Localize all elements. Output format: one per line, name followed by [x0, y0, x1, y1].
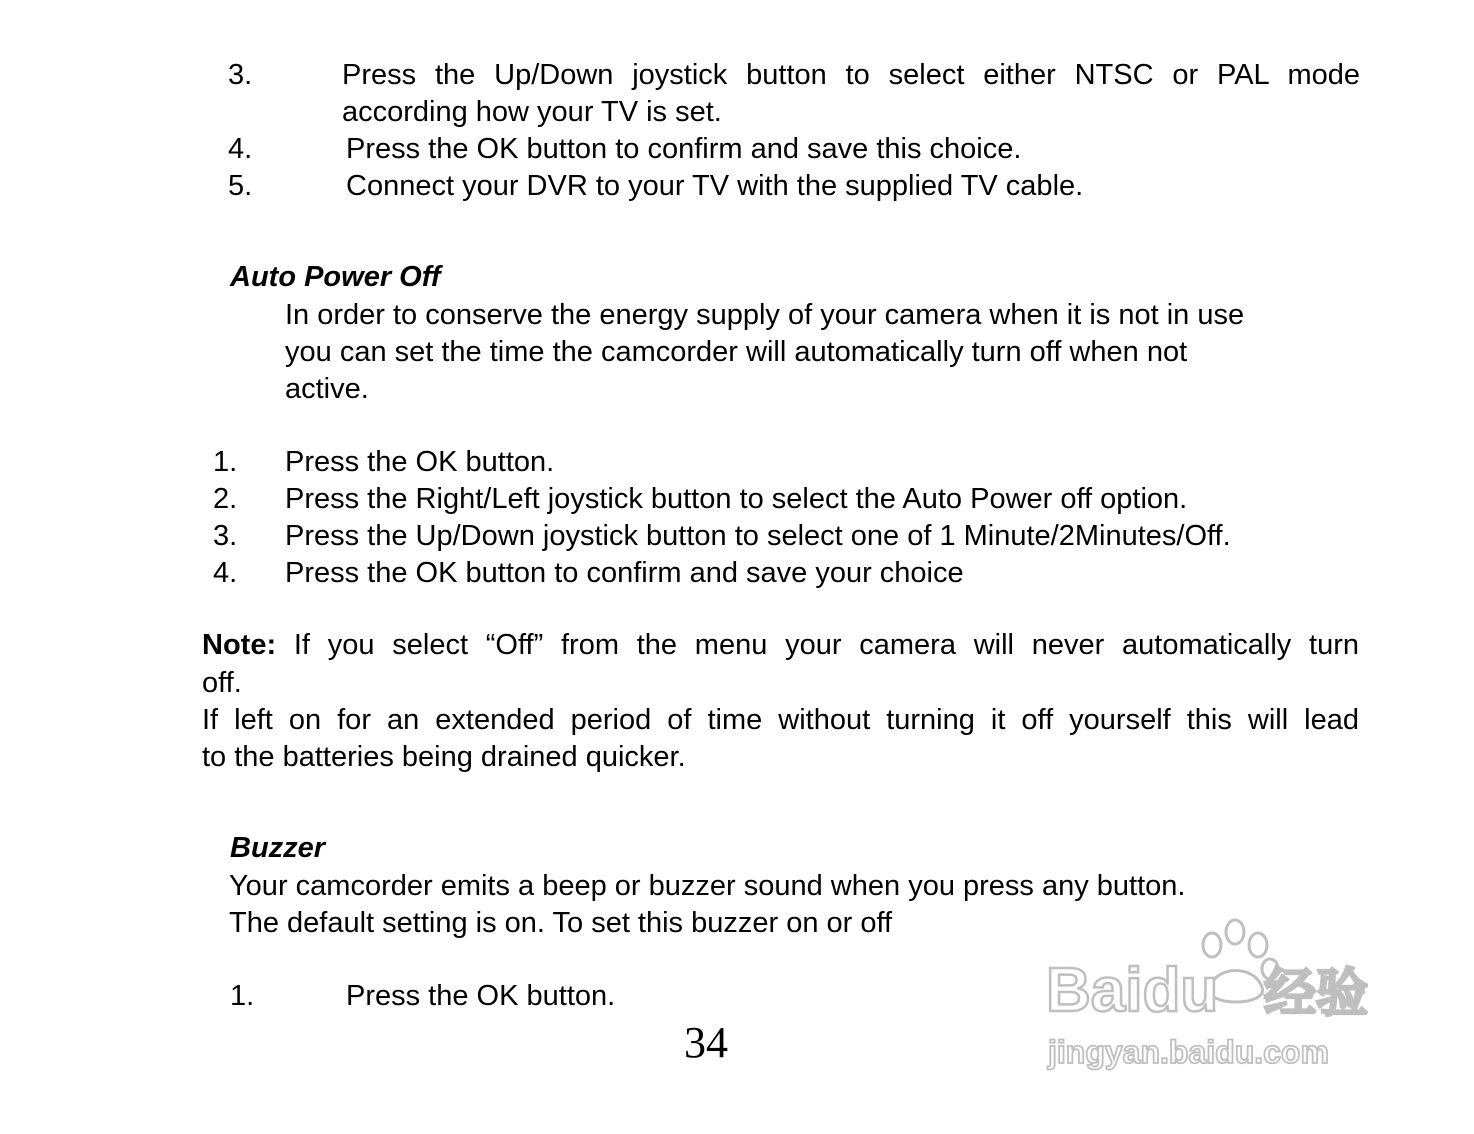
paragraph-line: you can set the time the camcorder will automatically turn off when not: [285, 336, 1188, 368]
note-text: to the batteries being drained quicker.: [202, 741, 686, 773]
step-text: Press the OK button to confirm and save your choice: [285, 557, 964, 589]
step-number: 3.: [213, 520, 238, 552]
paragraph-line: In order to conserve the energy supply of your camera when it is not in use: [285, 299, 1245, 331]
step-number: 2.: [213, 483, 238, 515]
paragraph-line: The default setting is on. To set this buzzer on or off: [229, 907, 893, 939]
step-text: Press the Up/Down joystick button to select one of 1 Minute/2Minutes/Off.: [285, 520, 1231, 552]
step-number: 4.: [228, 133, 253, 165]
paragraph-line: active.: [285, 373, 369, 405]
section-heading-auto-power-off: Auto Power Off: [230, 261, 441, 293]
note-text: If left on for an extended period of time without turning it off yourself this will lead: [202, 704, 1359, 736]
step-text: Connect your DVR to your TV with the supplied TV cable.: [346, 170, 1084, 202]
page-number: 34: [684, 1018, 728, 1067]
step-number: 1.: [213, 446, 238, 478]
paragraph-line: Your camcorder emits a beep or buzzer sound when you press any button.: [229, 870, 1186, 902]
paw-toe-icon: [1203, 933, 1221, 957]
section-heading-buzzer: Buzzer: [230, 832, 326, 864]
step-number: 5.: [228, 170, 253, 202]
step-text: according how your TV is set.: [342, 96, 722, 128]
step-text: Press the Up/Down joystick button to select either NTSC or PAL mode: [342, 59, 1360, 91]
baidu-watermark-logo: [1042, 915, 1392, 1080]
step-text: Press the Right/Left joystick button to select the Auto Power off option.: [285, 483, 1188, 515]
watermark-brand: Baidu: [1046, 956, 1219, 1025]
watermark-cn: 经验: [1264, 964, 1369, 1024]
step-number: 4.: [213, 557, 238, 589]
step-text: Press the OK button to confirm and save this choice.: [346, 133, 1022, 165]
note-label: Note:: [202, 629, 277, 661]
note-text: off.: [202, 667, 242, 699]
note-text: If you select “Off” from the menu your camera will never automatically turn: [293, 629, 1359, 661]
step-text: Press the OK button.: [346, 980, 616, 1012]
step-text: Press the OK button.: [285, 446, 555, 478]
note-line: [202, 627, 1359, 664]
step-number: 1.: [230, 980, 255, 1012]
watermark-url: jingyan.baidu.com: [1048, 1034, 1329, 1070]
step-number: 3.: [228, 59, 253, 91]
